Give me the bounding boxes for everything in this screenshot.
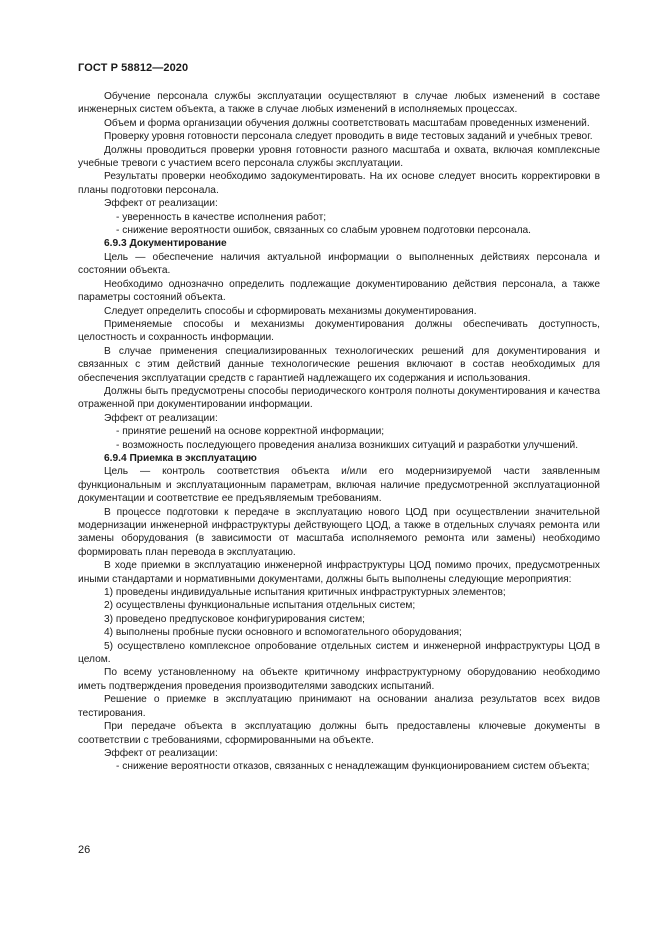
paragraph: 1) проведены индивидуальные испытания критичных инфраструктурных элементов; <box>104 587 506 599</box>
paragraph: Результаты проверки необходимо задокументировать. На их основе следует вносить корректировки в планы подготовки персонала. <box>78 171 600 196</box>
paragraph: Применяемые способы и механизмы документирования должны обеспечивать доступность, целостность и сохранность информации. <box>78 318 600 344</box>
paragraph: 5) осуществлено комплексное опробование отдельных систем и инженерной инфраструктуры ЦОД в целом. <box>78 640 600 666</box>
paragraph: В случае применения специализированных технологических решений для документирования и связанных с этим действий данные технологические решения включают в состав необходимых для обеспечения эксплуатации средств с гарантией надлежащего их содержания и использования. <box>78 345 600 384</box>
paragraph: Обучение персонала службы эксплуатации осуществляют в случае любых изменений в составе инженерных систем объекта, а также в случае любых изменений в исполняемых процессах. <box>78 91 600 116</box>
document-header: ГОСТ Р 58812—2020 <box>78 62 189 74</box>
paragraph: По всему установленному на объекте критичному инфраструктурному оборудованию необходимо иметь подтверждения проведения производителями заводских испытаний. <box>78 667 600 692</box>
list-item: - принятие решений на основе корректной информации; <box>116 426 385 438</box>
list-item: - уверенность в качестве исполнения работ; <box>116 211 327 223</box>
paragraph: Должны проводиться проверки уровня готовности разного масштаба и охвата, включая комплексные учебные тревоги с участием всего персонала службы эксплуатации. <box>78 144 600 170</box>
paragraph: Должны быть предусмотрены способы периодического контроля полноты документирования и качества отраженной при документировании информации. <box>78 385 600 411</box>
paragraph: Эффект от реализации: <box>104 198 218 210</box>
list-item: - возможность последующего проведения анализа возникших ситуаций и разработки улучшений. <box>116 439 579 451</box>
paragraph: В ходе приемки в эксплуатацию инженерной инфраструктуры ЦОД помимо прочих, предусмотренных иными стандартами и нормативными документами, должны быть выполнены следующие мероприятия: <box>78 560 600 585</box>
paragraph: 3) проведено предпусковое конфигурирования систем; <box>104 613 365 625</box>
paragraph: При передаче объекта в эксплуатацию должны быть предоставлены ключевые документы в соответствии с требованиями, сформированными на объекте. <box>78 721 600 746</box>
paragraph: Объем и форма организации обучения должны соответствовать масштабам проведенных изменений. <box>104 117 590 129</box>
document-body <box>78 90 600 774</box>
paragraph: 2) осуществлены функциональные испытания отдельных систем; <box>104 600 416 612</box>
paragraph: Необходимо однозначно определить подлежащие документированию действия персонала, а также параметры состояний объекта. <box>78 278 600 304</box>
page-number: 26 <box>78 844 91 856</box>
paragraph: Эффект от реализации: <box>104 412 218 424</box>
paragraph: Решение о приемке в эксплуатацию принимают на основании анализа результатов всех видов тестирования. <box>78 694 600 719</box>
paragraph: Цель — контроль соответствия объекта и/или его модернизируемой части заявленным функциональным и эксплуатационным параметрам, включая наличие предусмотренной эксплуатационной документации и соответствие ее предъявляемым требованиям. <box>78 466 600 505</box>
list-item: - снижение вероятности отказов, связанных с ненадлежащим функционированием систем объекта; <box>116 761 590 773</box>
paragraph: Следует определить способы и сформировать механизмы документирования. <box>104 305 477 317</box>
paragraph: В процессе подготовки к передаче в эксплуатацию нового ЦОД при осуществлении значительной модернизации инженерной инфраструктуры действующего ЦОД, а также в отдельных случаях ремонта или замены оборудования (в зависимости от масштаба исполняемого ремонта или замены) необходимо формировать план перевода в эксплуатацию. <box>78 506 600 558</box>
list-item: - снижение вероятности ошибок, связанных со слабым уровнем подготовки персонала. <box>116 225 532 237</box>
section-heading: 6.9.4 Приемка в эксплуатацию <box>104 452 257 464</box>
paragraph: Цель — обеспечение наличия актуальной информации о выполненных действиях персонала и состоянии объекта. <box>78 251 600 277</box>
paragraph: 4) выполнены пробные пуски основного и вспомогательного оборудования; <box>104 627 462 639</box>
section-heading: 6.9.3 Документирование <box>104 238 227 250</box>
paragraph: Проверку уровня готовности персонала следует проводить в виде тестовых заданий и учебных тревог. <box>104 131 593 143</box>
paragraph: Эффект от реализации: <box>104 747 218 759</box>
